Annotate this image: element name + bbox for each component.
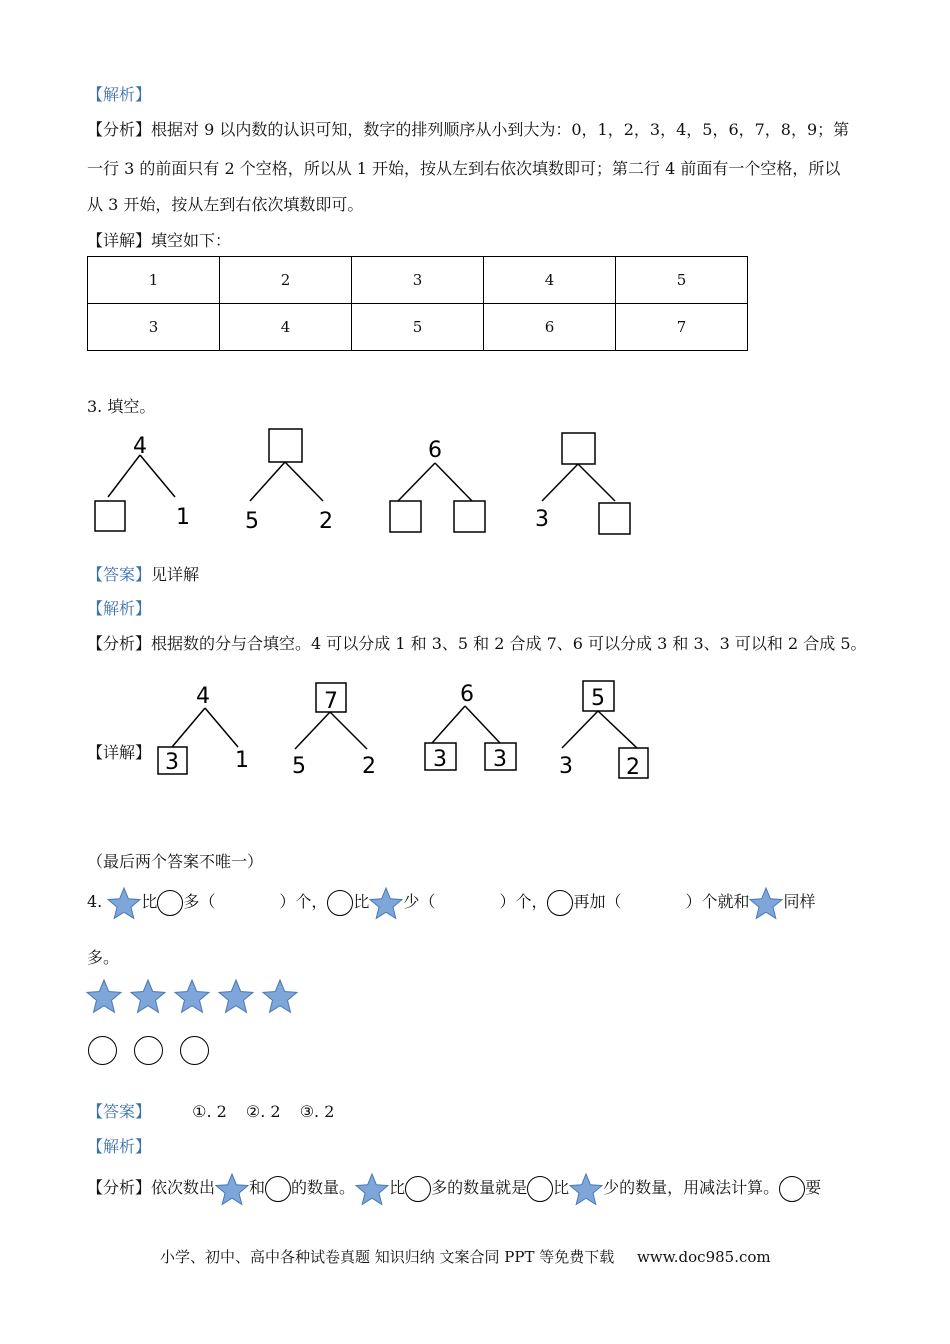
tree-right-number: 2 <box>626 755 640 780</box>
analysis-text: 多的数量就是 <box>431 1178 528 1197</box>
tree-top-number: 6 <box>428 438 442 463</box>
answer-item: ③. 2 <box>299 1102 335 1121</box>
star-icon <box>215 1172 249 1206</box>
tree-left-number: 3 <box>165 750 179 775</box>
q4-text: 多（ <box>183 892 216 911</box>
tree-top-number: 6 <box>460 682 474 707</box>
analysis-text: 根据数的分与合填空。4 可以分成 1 和 3、5 和 2 合成 7、6 可以分成 3 和 3、3 可以和 2 合成 5。 <box>151 634 867 653</box>
analysis-text: 和 <box>249 1178 266 1197</box>
star-icon <box>749 886 783 920</box>
analysis-paragraph <box>87 117 849 140</box>
answer-line <box>87 562 199 585</box>
q4-text: 比 <box>141 892 158 911</box>
tree-branch <box>205 708 238 747</box>
footer-text: 小学、初中、高中各种试卷真题 知识归纳 文案合同 PPT 等免费下载 <box>160 1248 615 1266</box>
q4-text: ）个， <box>279 892 328 911</box>
circle-icon <box>405 1176 431 1202</box>
tree-right-number: 3 <box>493 747 507 772</box>
blank-box <box>599 503 630 534</box>
answer-diagram <box>150 675 660 785</box>
blank-box <box>562 433 595 464</box>
question-4-line <box>87 884 816 920</box>
table-cell: 5 <box>616 257 748 304</box>
star-icon <box>131 980 165 1012</box>
table-cell: 3 <box>88 304 220 351</box>
tree-branch <box>285 462 323 501</box>
detail-label: 【详解】 <box>87 743 152 762</box>
table-cell: 3 <box>352 257 484 304</box>
tree-top-number: 7 <box>324 689 338 714</box>
tree-top-number: 5 <box>591 686 605 711</box>
q4-text: ）个就和 <box>685 892 750 911</box>
circle-row <box>88 1036 209 1065</box>
q4-text: 少（ <box>403 892 436 911</box>
tree-branch <box>435 463 472 501</box>
table-cell: 7 <box>616 304 748 351</box>
star-row <box>86 978 302 1020</box>
footer-url[interactable]: www.doc985.com <box>637 1248 771 1266</box>
blank-box <box>95 501 125 531</box>
answer-label: 【答案】 <box>87 565 152 584</box>
answer-item: ①. 2 <box>192 1102 227 1121</box>
circle-icon <box>527 1176 553 1202</box>
circle-icon <box>327 890 353 916</box>
analysis-tag: 【解析】 <box>87 1137 152 1156</box>
tree-branch <box>465 706 500 743</box>
tree-branch <box>542 464 578 501</box>
analysis-label: 【分析】 <box>87 1178 152 1197</box>
circle-icon <box>88 1036 117 1065</box>
circle-icon <box>265 1176 291 1202</box>
table-cell: 4 <box>220 304 352 351</box>
star-row-svg <box>86 978 302 1016</box>
analysis-label: 【分析】 <box>87 120 152 139</box>
analysis-text: 比 <box>553 1178 570 1197</box>
star-icon <box>175 980 209 1012</box>
question-3-diagram <box>80 425 660 540</box>
tree-right-number: 2 <box>362 754 376 779</box>
table-cell: 4 <box>484 257 616 304</box>
question-3-title: 3. 填空。 <box>87 397 156 416</box>
tree-branch <box>432 706 465 743</box>
table-row <box>88 257 748 304</box>
analysis-text: 比 <box>389 1178 406 1197</box>
q4-text: 同样 <box>783 892 816 911</box>
answer-item: ②. 2 <box>245 1102 281 1121</box>
q4-text: ）个， <box>499 892 548 911</box>
star-icon <box>263 980 297 1012</box>
detail-heading <box>87 228 231 251</box>
table-row <box>88 304 748 351</box>
star-icon <box>87 980 121 1012</box>
tree-branch <box>295 712 330 749</box>
tree-branch <box>140 455 175 497</box>
tree-top-number: 4 <box>133 434 147 459</box>
detail-label: 【详解】 <box>87 231 152 250</box>
tree-top-number: 4 <box>196 684 210 709</box>
tree-left-number: 5 <box>245 509 259 534</box>
answer-table <box>87 256 748 351</box>
analysis-tag: 【解析】 <box>87 599 152 618</box>
analysis-text: 依次数出 <box>151 1178 216 1197</box>
analysis-line-1: 根据对 9 以内数的认识可知，数字的排列顺序从小到大为：0，1，2，3，4，5，6，7，8，9；第 <box>151 120 850 139</box>
analysis-text: 少的数量，用减法计算。 <box>603 1178 780 1197</box>
star-icon <box>107 886 141 920</box>
tree-branch <box>598 711 637 748</box>
tree-branch <box>330 712 367 749</box>
analysis-text: 要 <box>805 1178 822 1197</box>
question-number: 4. <box>87 892 103 911</box>
tree-left-number: 5 <box>292 754 306 779</box>
tree-right-number: 1 <box>235 748 249 773</box>
tree-branch <box>108 455 140 497</box>
q4-text: 比 <box>353 892 370 911</box>
star-icon <box>355 1172 389 1206</box>
tree-right-number: 2 <box>319 509 333 534</box>
blank-box <box>269 429 302 462</box>
table-cell: 6 <box>484 304 616 351</box>
answer-text: 见详解 <box>151 565 200 584</box>
blank-box <box>454 501 485 532</box>
tree-left-number: 3 <box>559 754 573 779</box>
answer-label: 【答案】 <box>87 1102 152 1121</box>
footer <box>160 1246 771 1267</box>
analysis-line-3: 从 3 开始，按从左到右依次填数即可。 <box>87 195 364 214</box>
analysis-line-2: 一行 3 的前面只有 2 个空格，所以从 1 开始，按从左到右依次填数即可；第二行 4 前面有一个空格，所以 <box>87 159 841 178</box>
tree-left-number: 3 <box>433 747 447 772</box>
circle-icon <box>547 890 573 916</box>
analysis-paragraph <box>87 631 867 654</box>
q4-text: 再加（ <box>573 892 622 911</box>
analysis-text: 的数量。 <box>291 1178 356 1197</box>
star-icon <box>219 980 253 1012</box>
table-cell: 5 <box>352 304 484 351</box>
circle-icon <box>157 890 183 916</box>
tree-right-number: 1 <box>176 505 190 530</box>
blank-box <box>390 501 421 532</box>
detail-text: 填空如下： <box>151 231 232 250</box>
tree-branch <box>172 708 205 747</box>
answer-line <box>87 1099 334 1122</box>
note: （最后两个答案不唯一） <box>87 852 264 871</box>
table-cell: 2 <box>220 257 352 304</box>
table-cell: 1 <box>88 257 220 304</box>
circle-icon <box>180 1036 209 1065</box>
tree-branch <box>562 711 598 748</box>
star-icon <box>569 1172 603 1206</box>
question-4-line-2: 多。 <box>87 948 120 967</box>
analysis-tag: 【解析】 <box>87 85 152 104</box>
circle-icon <box>134 1036 163 1065</box>
circle-icon <box>779 1176 805 1202</box>
tree-branch <box>578 464 615 501</box>
star-icon <box>369 886 403 920</box>
tree-branch <box>398 463 435 501</box>
analysis-label: 【分析】 <box>87 634 152 653</box>
tree-left-number: 3 <box>535 507 549 532</box>
analysis-paragraph <box>87 1170 821 1206</box>
tree-branch <box>250 462 285 501</box>
